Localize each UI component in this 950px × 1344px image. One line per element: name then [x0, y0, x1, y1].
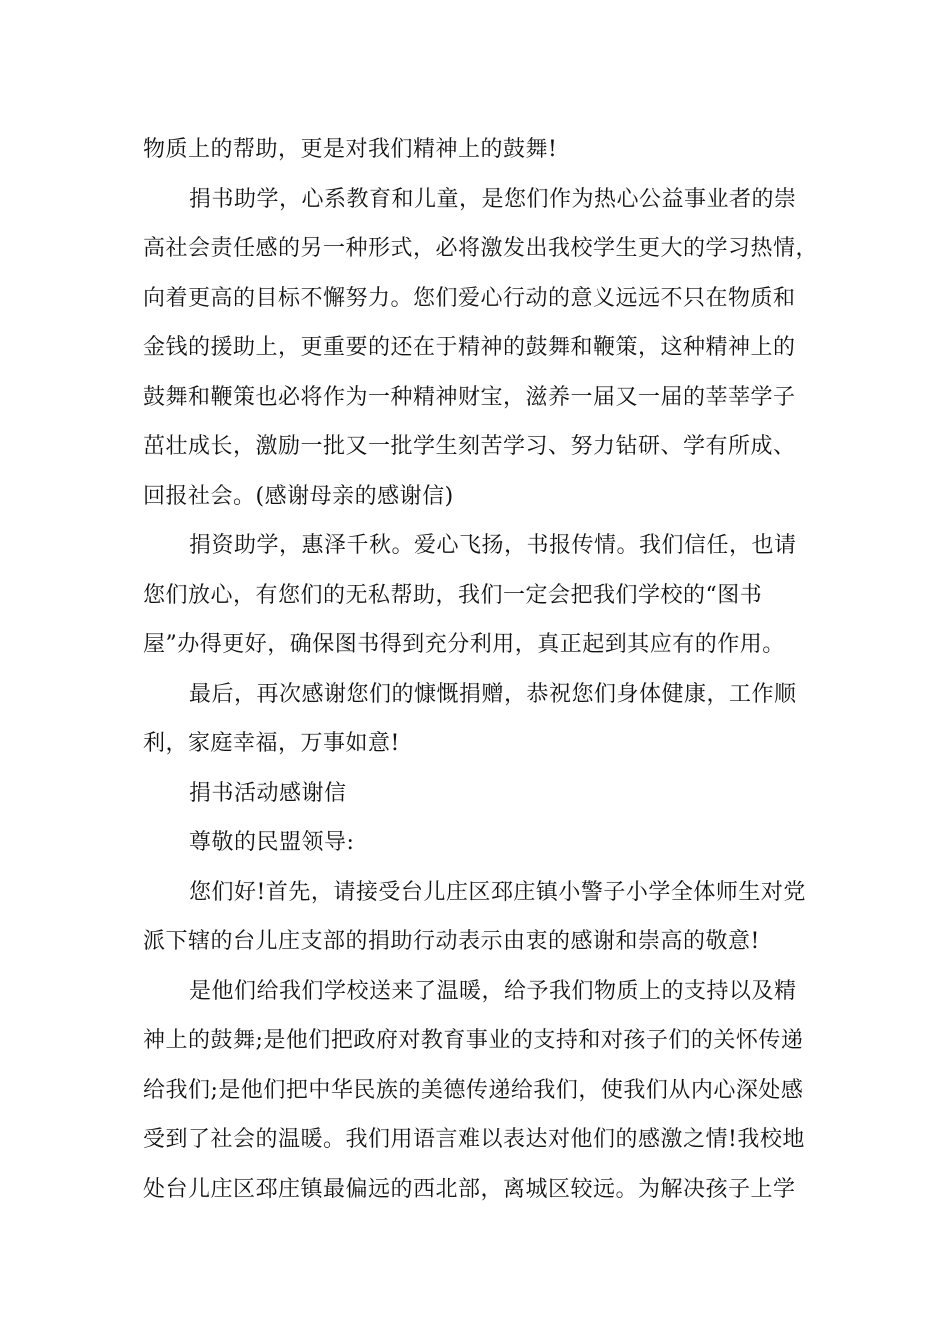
text-line: 高社会责任感的另一种形式，必将激发出我校学生更大的学习热情， — [143, 236, 819, 261]
text-line: 捐资助学，惠泽千秋。爱心飞扬，书报传情。我们信任，也请 — [189, 533, 797, 558]
text-line: 金钱的援助上，更重要的还在于精神的鼓舞和鞭策，这种精神上的 — [143, 335, 796, 360]
document-body — [143, 125, 823, 1214]
text-line: 处台儿庄区邳庄镇最偏远的西北部，离城区较远。为解决孩子上学 — [143, 1176, 796, 1202]
text-line: 给我们;是他们把中华民族的美德传递给我们，使我们从内心深处感 — [143, 1077, 804, 1103]
text-line: 您们好!首先，请接受台儿庄区邳庄镇小警子小学全体师生对党 — [189, 879, 806, 905]
text-line: 最后，再次感谢您们的慷慨捐赠，恭祝您们身体健康，工作顺 — [189, 681, 797, 707]
text-line: 向着更高的目标不懈努力。您们爱心行动的意义远远不只在物质和 — [143, 285, 796, 311]
text-line: 神上的鼓舞;是他们把政府对教育事业的支持和对孩子们的关怀传递 — [143, 1028, 804, 1053]
text-line: 鼓舞和鞭策也必将作为一种精神财宝，滋养一届又一届的莘莘学子 — [143, 384, 796, 410]
text-line: 捐书助学，心系教育和儿童，是您们作为热心公益事业者的崇 — [189, 186, 797, 212]
text-line: 是他们给我们学校送来了温暖，给予我们物质上的支持以及精 — [189, 978, 797, 1004]
text-line: 回报社会。(感谢母亲的感谢信) — [143, 483, 454, 509]
text-line: 物质上的帮助，更是对我们精神上的鼓舞! — [143, 137, 558, 162]
text-line: 您们放心，有您们的无私帮助，我们一定会把我们学校的“图书 — [143, 582, 763, 608]
text-line: 受到了社会的温暖。我们用语言难以表达对他们的感激之情!我校地 — [143, 1127, 805, 1152]
letter-title: 捐书活动感谢信 — [189, 780, 347, 806]
text-line: 利，家庭幸福，万事如意! — [143, 731, 400, 756]
text-line: 茁壮成长，激励一批又一批学生刻苦学习、努力钻研、学有所成、 — [143, 434, 796, 459]
letter-salutation: 尊敬的民盟领导: — [189, 830, 355, 855]
text-line: 派下辖的台儿庄支部的捐助行动表示由衷的感谢和崇高的敬意! — [143, 929, 760, 954]
text-line: 屋”办得更好，确保图书得到充分利用，真正起到其应有的作用。 — [143, 632, 785, 657]
